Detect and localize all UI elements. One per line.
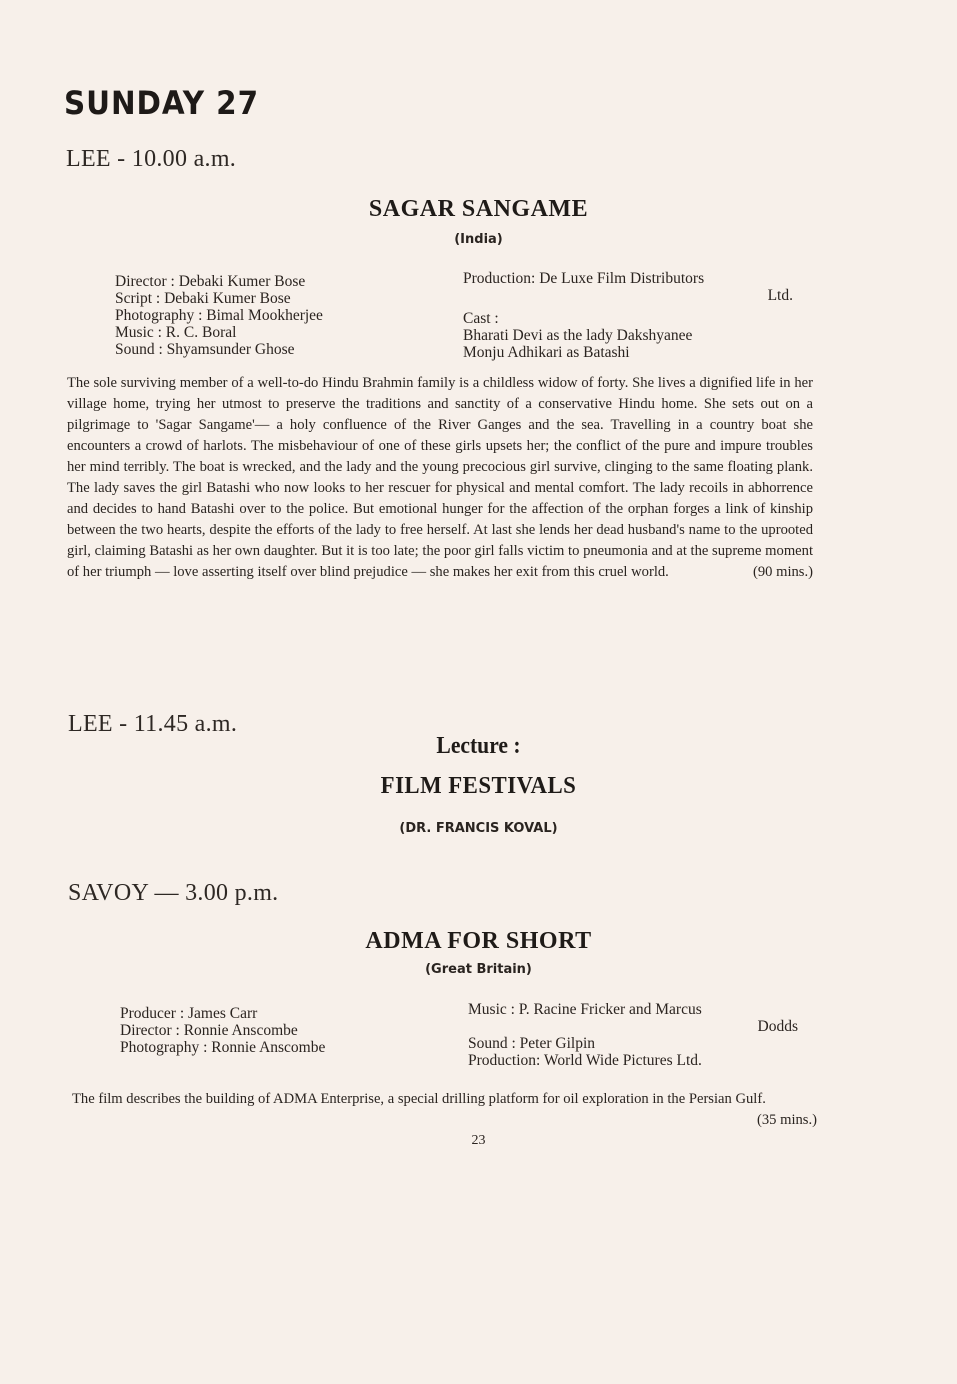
credit-line: Producer : James Carr (120, 1005, 258, 1022)
production-credit: Production: World Wide Pictures Ltd. (468, 1052, 702, 1069)
venue-time: LEE - 10.00 a.m. (66, 146, 237, 172)
runtime: (35 mins.) (757, 1112, 817, 1128)
credits-right (463, 270, 793, 361)
credit-line: Director : Ronnie Anscombe (120, 1022, 298, 1039)
credit-line: Photography : Ronnie Anscombe (120, 1039, 326, 1056)
credit-line: Director : Debaki Kumer Bose (115, 273, 306, 290)
synopsis-text: The sole surviving member of a well-to-do Hindu Brahmin family is a childless widow of forty. She lives a dignified life in her village home, trying her utmost to preserve the traditions and sanctity of a conservative Hindu home. She sets out on a pilgrimage to 'Sagar Sangame'— a holy confluence of the River Ganges and the sea. Travelling in a country boat she encounters a crowd of harlots. The misbehaviour of one of these girls upsets her; the conflict of the pure and impure troubles her mind terribly. The boat is wrecked, and the lady and the young precocious girl survive, clinging to the same floating plank. The lady saves the girl Batashi who now looks to her rescuer for physical and mental comfort. The lady recoils in abhorrence and decides to hand Batashi over to the police. But emotional hunger for the affection of the orphan forges a link of kinship between the two hearts, despite the efforts of the lady to free herself. At last she lends her dead husband's name to the uprooted girl, claiming Batashi as her own daughter. But it is too late; the poor girl falls victim to pneumonia and at the supreme moment of her triumph — love asserting itself over blind prejudice — she makes her exit from this cruel world. (67, 375, 813, 580)
venue-time: SAVOY — 3.00 p.m. (68, 880, 279, 906)
credits-left (120, 1005, 325, 1056)
music-credit: Music : P. Racine Fricker and Marcus (468, 1001, 702, 1018)
venue-time: LEE - 11.45 a.m. (68, 711, 238, 737)
credit-line: Photography : Bimal Mookherjee (115, 307, 323, 324)
film-title: SAGAR SANGAME (368, 196, 589, 222)
film-title: ADMA FOR SHORT (365, 928, 592, 954)
cast-label: Cast : (463, 310, 499, 327)
sound-credit: Sound : Peter Gilpin (468, 1035, 596, 1052)
day-heading: SUNDAY 27 (64, 84, 259, 122)
lecture-label: Lecture : (436, 733, 521, 759)
page-number: 23 (471, 1133, 486, 1148)
lecture-title: FILM FESTIVALS (380, 773, 577, 799)
credits-right (468, 1001, 798, 1069)
cast-line: Bharati Devi as the lady Dakshyanee (463, 327, 693, 344)
credit-line: Music : R. C. Boral (115, 324, 237, 341)
synopsis (72, 1089, 817, 1131)
credit-line: Script : Debaki Kumer Bose (115, 290, 291, 307)
credits-left (115, 273, 323, 358)
production-credit-cont: Ltd. (767, 287, 793, 304)
music-credit-cont: Dodds (757, 1018, 798, 1035)
film-country: (India) (454, 232, 503, 247)
lecture-speaker: (DR. FRANCIS KOVAL) (399, 821, 558, 836)
credit-line: Sound : Shyamsunder Ghose (115, 341, 295, 358)
film-country: (Great Britain) (425, 962, 532, 977)
cast-line: Monju Adhikari as Batashi (463, 344, 630, 361)
synopsis (67, 373, 813, 583)
runtime: (90 mins.) (753, 564, 813, 580)
production-credit: Production: De Luxe Film Distributors (463, 270, 705, 287)
synopsis-text: The film describes the building of ADMA Enterprise, a special drilling platform for oil exploration in the Persian Gulf. (72, 1091, 766, 1107)
